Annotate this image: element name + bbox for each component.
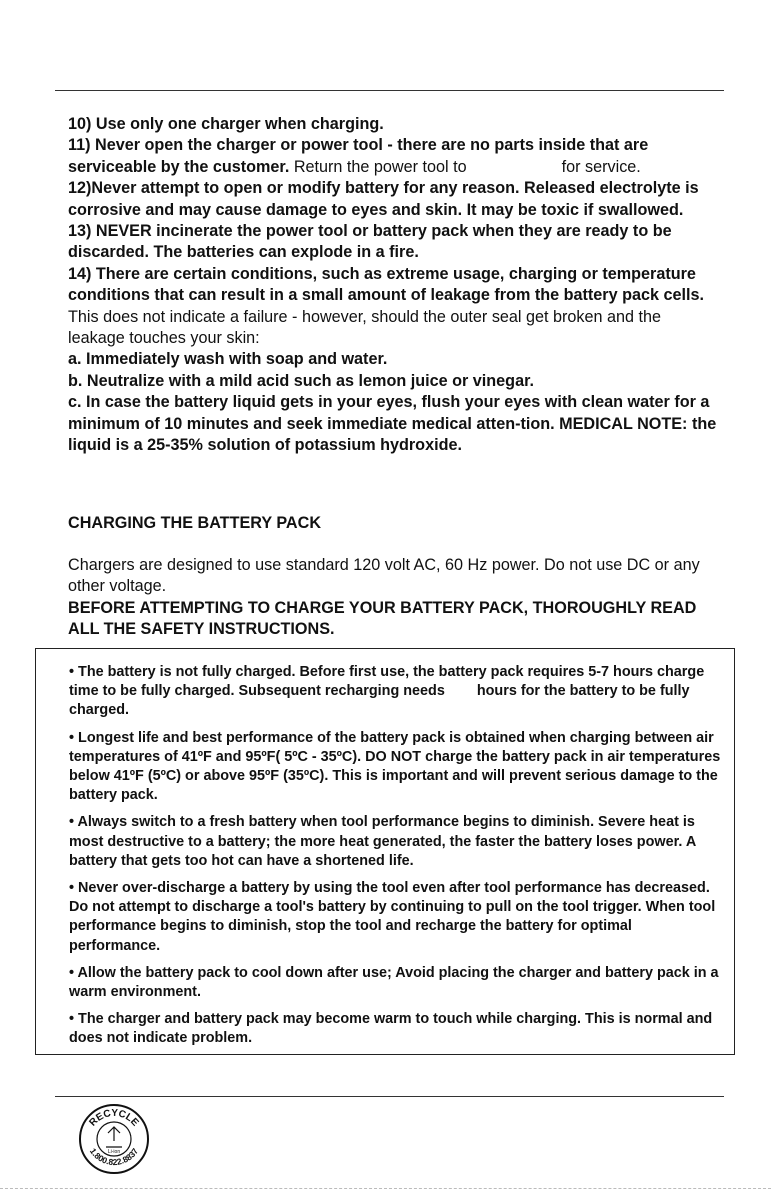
instruction-10: 10) Use only one charger when charging. (68, 115, 384, 133)
recycle-top-text: RECYCLE (87, 1107, 141, 1129)
notice-item: • Longest life and best performance of the battery pack is obtained when charging between air temperatures of 41ºF and 95ºF( 5ºC - 35ºC). DO NOT charge the battery pack in air temperatures below 41ºF (5ºC) or above 95ºF (35ºC). This is important and will prevent serious damage to the battery pack. (69, 729, 721, 804)
section-heading: CHARGING THE BATTERY PACK (68, 514, 322, 532)
charging-section (68, 555, 720, 641)
recycle-seal-icon (78, 1103, 150, 1175)
instruction-11: 11) Never open the charger or power tool - there are no parts inside that are serviceable by the customer. Return the power tool to for service. (68, 136, 649, 176)
recycle-inner-text: Li-ion (107, 1149, 121, 1155)
notice-box (35, 648, 735, 1055)
instruction-14b: b. Neutralize with a mild acid such as lemon juice or vinegar. (68, 371, 534, 390)
charging-body: Chargers are designed to use standard 120 volt AC, 60 Hz power. Do not use DC or any other voltage. (68, 556, 700, 596)
recycle-phone-text: 1.800.822.8837 (87, 1146, 141, 1168)
instruction-14c: c. In case the battery liquid gets in your eyes, flush your eyes with clean water for a minimum of 10 minutes and seek immediate medical atten-tion. MEDICAL NOTE: the liquid is a 25-35% solution of potassium hydroxide. (68, 393, 717, 455)
notice-item: • The battery is not fully charged. Before first use, the battery pack requires 5-7 hours charge time to be fully charged. Subsequent recharging needs hours for the battery to be fully charged. (69, 664, 705, 719)
instruction-14: 14) There are certain conditions, such as extreme usage, charging or temperature conditions that can result in a small amount of leakage from the battery pack cells. This does not indicate a failure - however, should the outer seal get broken and the leakage touches your skin: (68, 264, 704, 348)
page-edge (0, 1188, 771, 1189)
notice-item: • Never over-discharge a battery by using the tool even after tool performance has decreased. Do not attempt to discharge a tool's battery by continuing to pull on the tool trigger. When tool performance begins to diminish, stop the tool and recharge the battery for optimal performance. (69, 880, 716, 954)
instruction-14a: a. Immediately wash with soap and water. (68, 350, 388, 369)
instruction-12: 12)Never attempt to open or modify battery for any reason. Released electrolyte is corrosive and may cause damage to eyes and skin. It may be toxic if swallowed. (68, 179, 699, 219)
notice-item: • The charger and battery pack may become warm to touch while charging. This is normal and does not indicate problem. (69, 1011, 713, 1047)
notice-item: • Always switch to a fresh battery when tool performance begins to diminish. Severe heat is most destructive to a battery; the more heat generated, the faster the battery loses power. A battery that gets too hot can have a shortened life. (69, 814, 696, 869)
notice-item: • Allow the battery pack to cool down after use; Avoid placing the charger and battery pack in a warm environment. (69, 964, 719, 1001)
safety-instructions (68, 114, 720, 457)
charging-warning: BEFORE ATTEMPTING TO CHARGE YOUR BATTERY PACK, THOROUGHLY READ ALL THE SAFETY INSTRUCTIONS. (68, 598, 697, 639)
instruction-13: 13) NEVER incinerate the power tool or battery pack when they are ready to be discarded. The batteries can explode in a fire. (68, 222, 672, 262)
bottom-divider (55, 1096, 724, 1097)
top-divider (55, 90, 724, 91)
